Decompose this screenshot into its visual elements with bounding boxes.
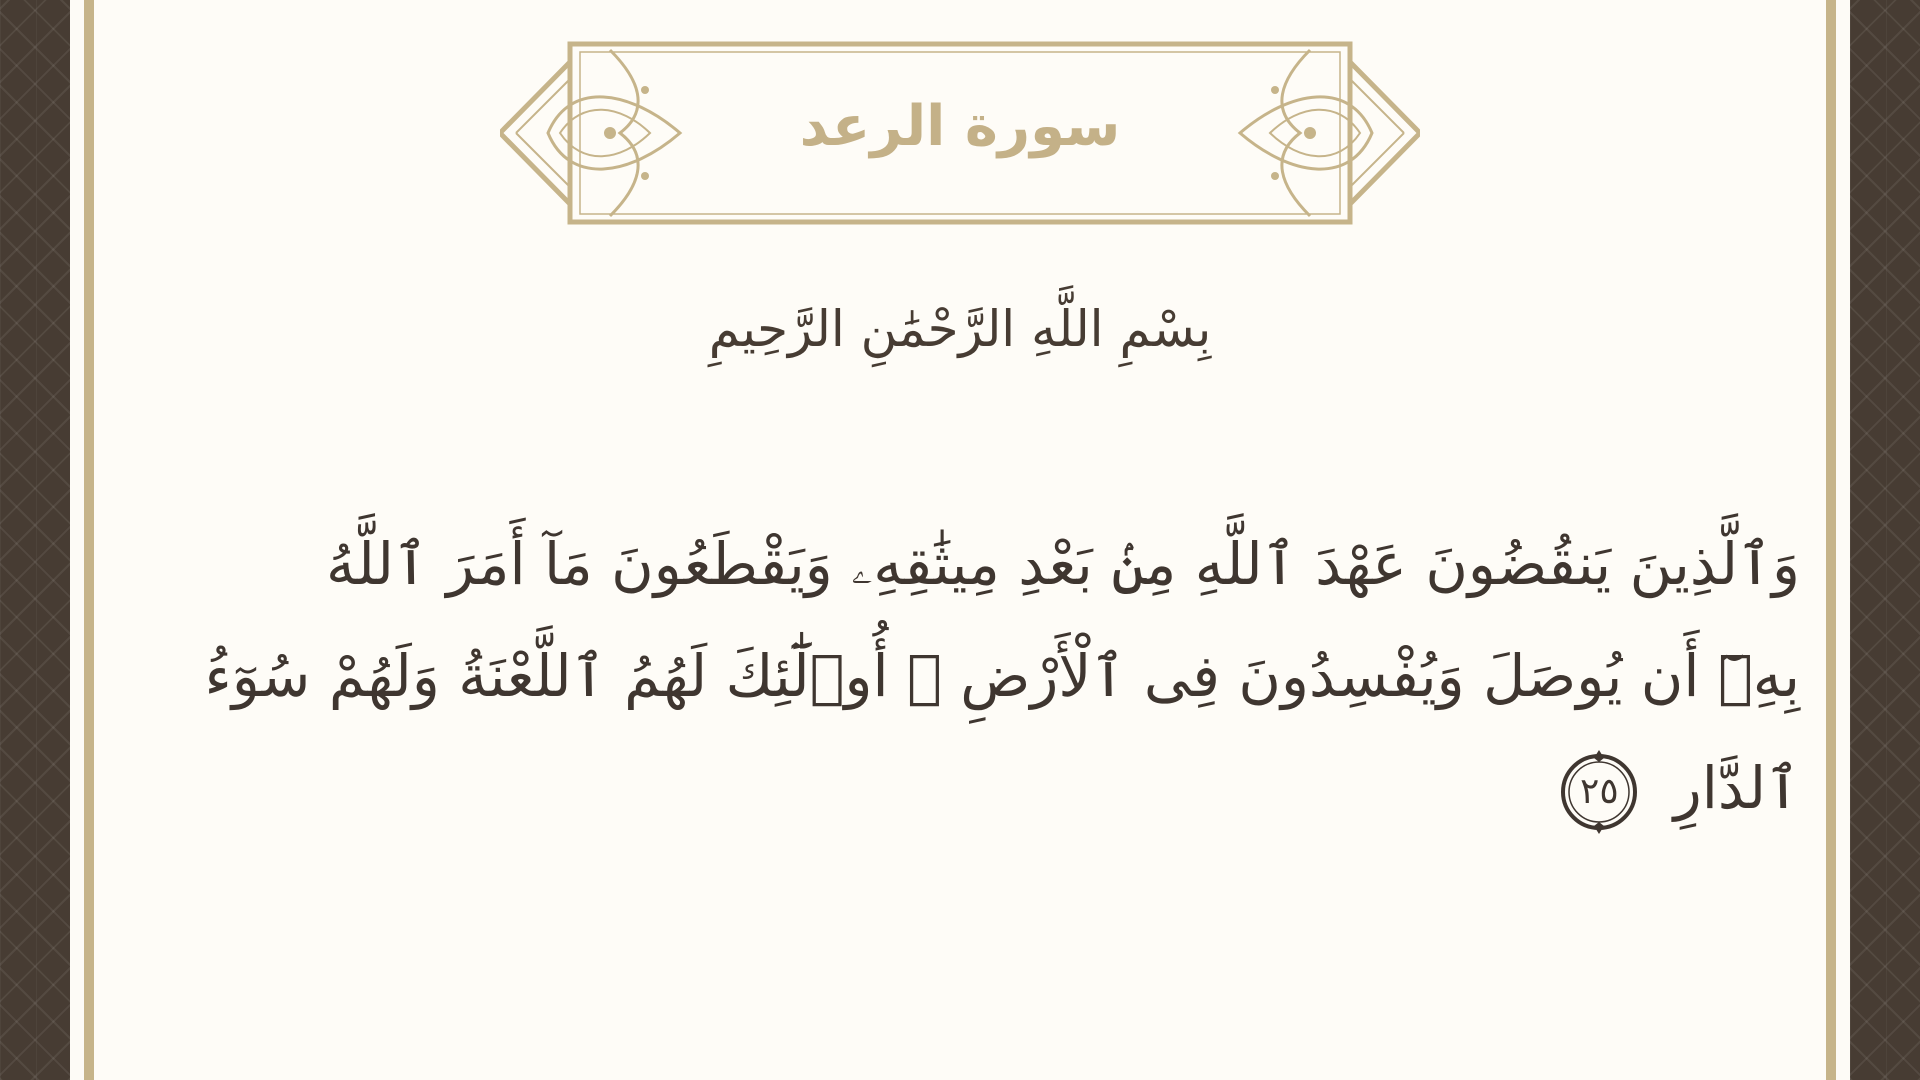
verse-line-3-text: ٱلدَّارِ xyxy=(1673,754,1800,822)
verse-line-1: وَٱلَّذِينَ يَنقُضُونَ عَهْدَ ٱللَّهِ مِنۢ بَعْدِ مِيثَٰقِهِۦ وَيَقْطَعُونَ مَآ أَمَرَ ٱللَّهُ xyxy=(326,530,1800,598)
right-decorative-border xyxy=(1850,0,1920,1080)
left-decorative-border xyxy=(0,0,70,1080)
surah-title: سورة الرعد xyxy=(799,94,1121,159)
verse-line-2: بِهِۦٓ أَن يُوصَلَ وَيُفْسِدُونَ فِى ٱلْأَرْضِ ۙ أُو۟لَٰٓئِكَ لَهُمُ ٱللَّعْنَةُ وَلَهُمْ سُوٓءُ xyxy=(204,642,1800,710)
right-gold-rule xyxy=(1826,0,1836,1080)
verse-text xyxy=(204,520,1800,856)
surah-header-frame xyxy=(500,40,1420,230)
verse-number-marker xyxy=(1557,750,1641,834)
basmala-calligraphy: بِسْمِ اللَّهِ الرَّحْمَٰنِ الرَّحِيمِ xyxy=(708,300,1212,358)
left-gold-rule xyxy=(84,0,94,1080)
verse-number: ٢٥ xyxy=(1579,770,1619,812)
